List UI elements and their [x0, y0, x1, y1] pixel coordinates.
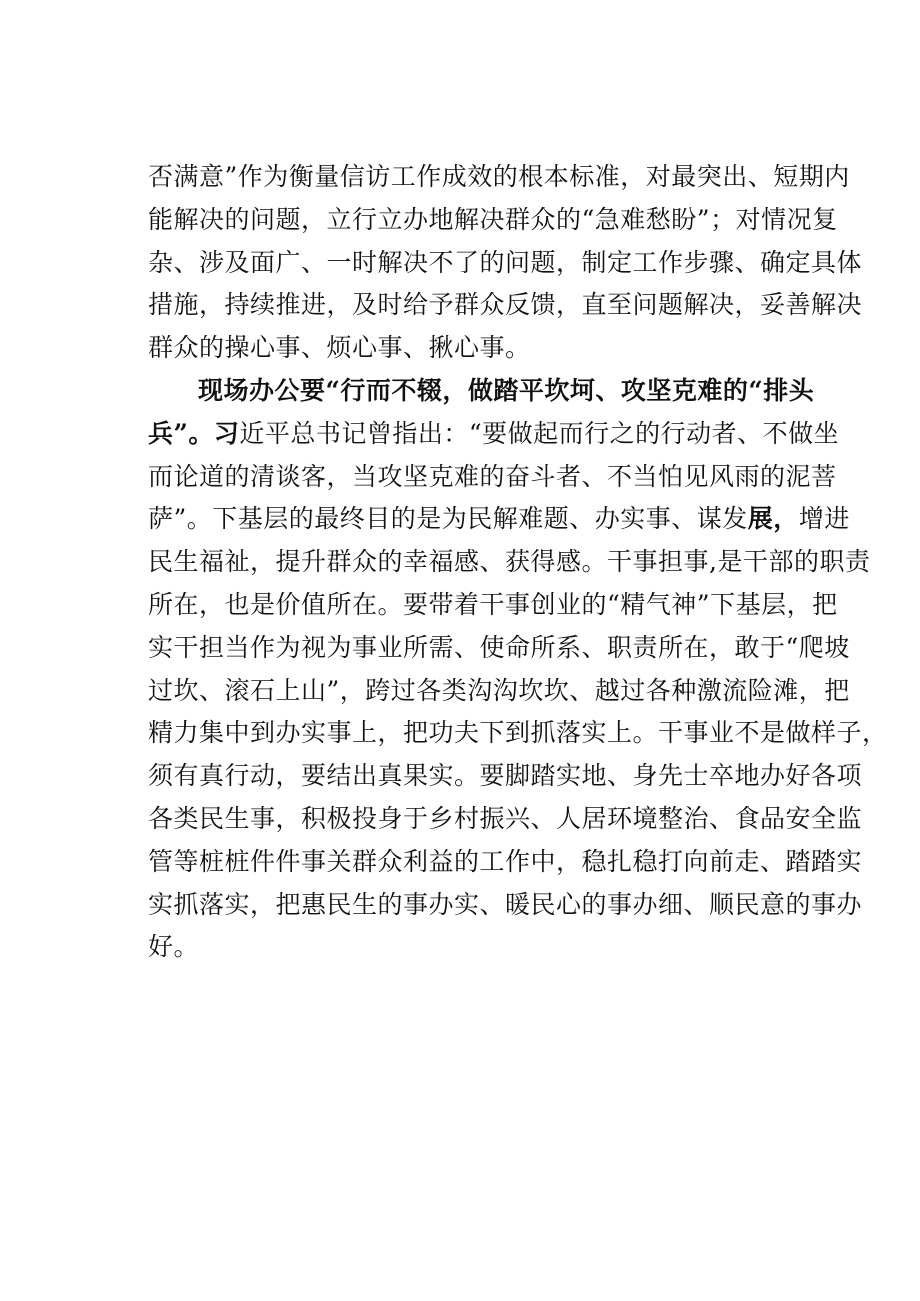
text-line: 所在，也是价值所在。要带着干事创业的“精气神”下基层，把: [148, 589, 838, 619]
text-line: 各类民生事，积极投身于乡村振兴、人居环境整治、食品安全监: [148, 803, 863, 833]
text-line: [148, 413, 840, 456]
text-line: [148, 498, 850, 541]
text-line: 实干担当作为视为事业所需、使命所系、职责所在，敢于“爬坡: [148, 632, 850, 662]
text-line: 杂、涉及面广、一时解决不了的问题，制定工作步骤、确定具体: [148, 247, 863, 277]
document-body: [148, 156, 888, 969]
text-line: 过坎、滚石上山”，跨过各类沟沟坎坎、越过各种激流险滩，把: [148, 675, 850, 705]
text-line: 能解决的问题，立行立办地解决群众的“急难愁盼”；对情况复: [148, 204, 838, 234]
text-span: 萨”。下基层的最终目的是为民解难题、办实事、谋发: [148, 504, 748, 534]
text-line: 管等桩桩件件事关群众利益的工作中，稳扎稳打向前走、踏踏实: [148, 846, 863, 876]
text-line: 群众的操心事、烦心事、揪心事。: [148, 333, 531, 363]
text-line: 精力集中到办实事上，把功夫下到抓落实上。干事业不是做样子，: [148, 718, 888, 748]
text-line: 而论道的清谈客，当攻坚克难的奋斗者、不当怕见风雨的泥菩: [148, 461, 837, 491]
text-span: 近平总书记曾指出：“要做起而行之的行动者、不做坐: [239, 418, 840, 448]
paragraph-1: [148, 156, 863, 370]
text-line: 否满意”作为衡量信访工作成效的根本标准，对最突出、短期内: [148, 162, 850, 191]
paragraph-heading-end: 兵”。习: [148, 418, 240, 448]
text-line: 民生福祉，提升群众的幸福感、获得感。干事担事,是干部的职责: [148, 547, 871, 577]
text-line: 实抓落实，把惠民生的事办实、暖民心的事办细、顺民意的事办: [148, 889, 863, 919]
bold-span: 展，: [747, 504, 799, 534]
text-line: 好。: [148, 932, 200, 962]
text-line: 措施，持续推进，及时给予群众反馈，直至问题解决，妥善解决: [148, 290, 863, 320]
text-line: 须有真行动，要结出真果实。要脚踏实地、身先士卒地办好各项: [148, 761, 863, 791]
paragraph-2: [148, 370, 888, 969]
paragraph-heading-line: 现场办公要“行而不辍，做踏平坎坷、攻坚克难的“排头: [198, 375, 815, 405]
text-span: 增进: [798, 504, 850, 534]
